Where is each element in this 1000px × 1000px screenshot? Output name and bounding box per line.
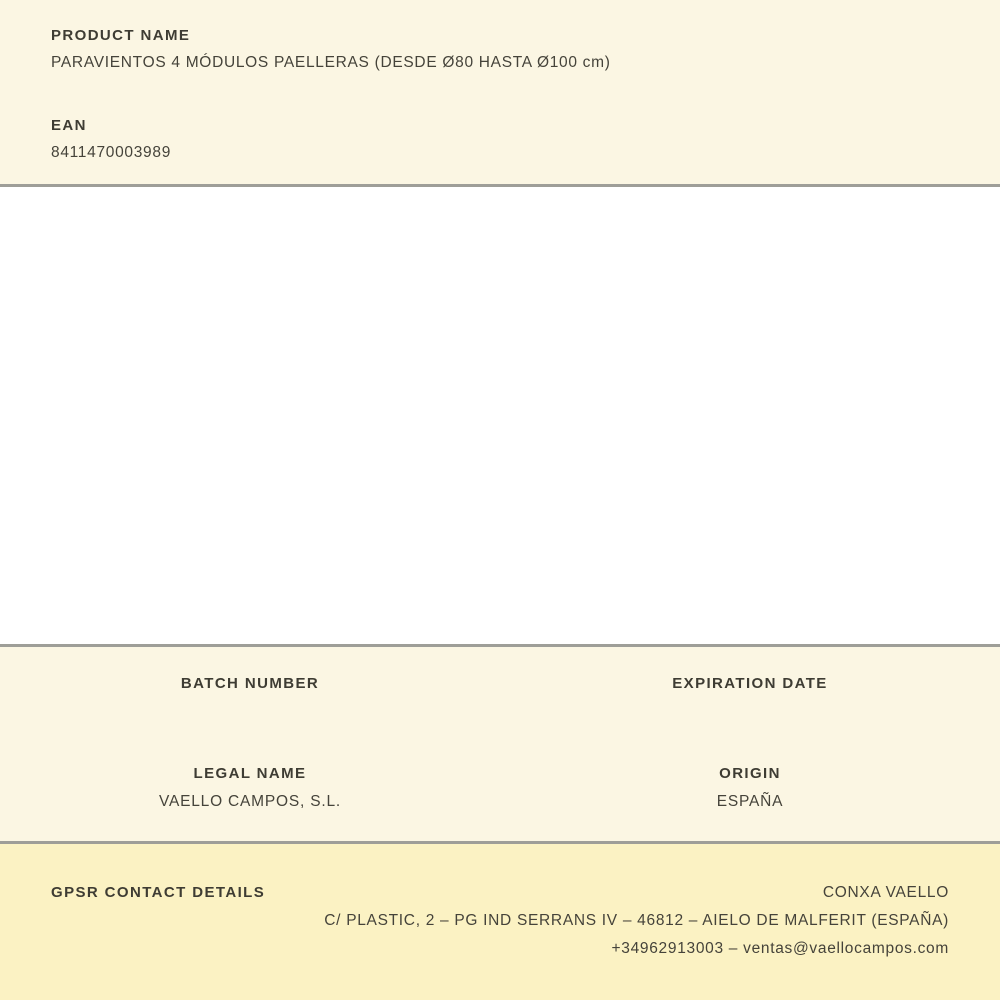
gpsr-contact-details-label: GPSR CONTACT DETAILS: [51, 884, 266, 901]
product-header-section: [0, 0, 1000, 187]
origin-label: ORIGIN: [719, 765, 781, 782]
gpsr-contact-name: CONXA VAELLO: [822, 884, 949, 901]
legal-name-cell: [0, 765, 500, 811]
gpsr-header-row: [51, 884, 949, 902]
expiration-date-value: [500, 702, 1000, 721]
product-name-label: PRODUCT NAME: [51, 27, 191, 44]
ean-label: EAN: [51, 117, 87, 134]
gpsr-contact-section: [0, 844, 1000, 1000]
details-section: [0, 647, 1000, 844]
gpsr-phone-email: +34962913003 – ventas@vaellocampos.com: [611, 940, 949, 957]
origin-cell: [500, 765, 1000, 811]
details-grid: [0, 675, 1000, 811]
legal-name-value: VAELLO CAMPOS, S.L.: [158, 793, 342, 810]
batch-number-cell: [0, 675, 500, 721]
origin-value: ESPAÑA: [716, 793, 784, 810]
product-name-value: PARAVIENTOS 4 MÓDULOS PAELLERAS (DESDE Ø80 HASTA Ø100 cm): [51, 54, 611, 71]
batch-number-value: [0, 702, 500, 721]
ean-value: 8411470003989: [51, 144, 172, 161]
batch-number-label: BATCH NUMBER: [180, 675, 320, 692]
expiration-date-cell: [500, 675, 1000, 721]
gpsr-address: C/ PLASTIC, 2 – PG IND SERRANS IV – 46812 – AIELO DE MALFERIT (ESPAÑA): [324, 912, 949, 929]
ean-field: [51, 117, 949, 162]
expiration-date-label: EXPIRATION DATE: [672, 675, 828, 692]
product-name-field: [51, 27, 949, 72]
legal-name-label: LEGAL NAME: [193, 765, 307, 782]
product-image-area: [0, 187, 1000, 647]
